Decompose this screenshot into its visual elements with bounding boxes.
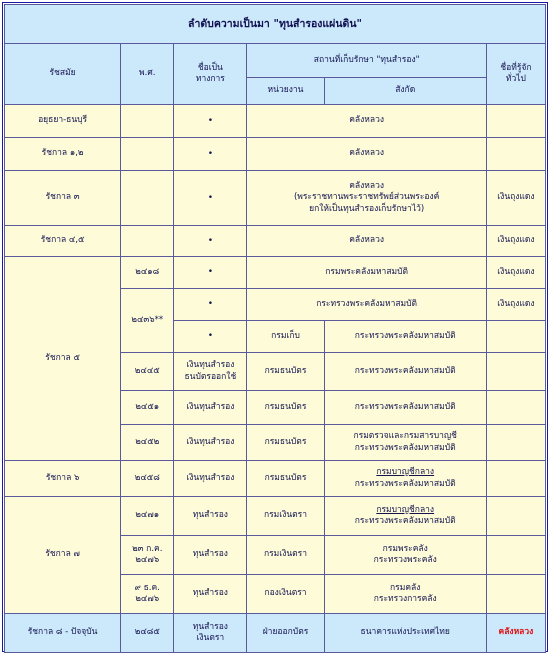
table-row — [5, 461, 545, 496]
official-line: เงินทุนสำรอง — [186, 360, 235, 371]
common-cell — [487, 391, 545, 424]
year-cell: ๒๔๓๖** — [121, 289, 173, 352]
unit-cell: ฝ่ายออกบัตร — [247, 614, 323, 652]
affiliation-cell — [325, 575, 486, 613]
header-common-name-line: ชื่อที่รู้จัก — [500, 62, 532, 73]
storage-line: ยกให้เป็นทุนสำรองเก็บรักษาไว้) — [309, 203, 425, 214]
affiliation-cell: กระทรวงพระคลังมหาสมบัติ — [325, 391, 486, 424]
unit-cell: กรมธนบัตร — [247, 353, 323, 390]
year-cell: ๒๔๕๒ — [121, 425, 173, 460]
official-bullet: • — [174, 105, 246, 137]
common-cell: เงินถุงแดง — [487, 289, 545, 320]
affiliation-line: กรมพระคลัง — [382, 543, 428, 554]
official-bullet: • — [174, 171, 246, 225]
table-row — [5, 257, 545, 288]
storage-line: (พระราชทานพระราชทรัพย์ส่วนพระองค์ — [293, 192, 440, 203]
unit-cell: กองเงินตรา — [247, 575, 323, 613]
affiliation-line: กรมตรวจและกรมสารบาญชี — [353, 431, 457, 442]
unit-cell: กรมเงินตรา — [247, 536, 323, 574]
year-line: ๙ ธ.ค. — [134, 582, 160, 593]
common-cell — [487, 575, 545, 613]
storage-cell — [247, 171, 485, 225]
common-cell — [487, 138, 545, 170]
official-line: ทุนสำรอง — [192, 621, 228, 632]
header-affiliation: สังกัด — [325, 78, 486, 104]
table-row — [5, 171, 545, 225]
common-cell — [487, 497, 545, 535]
year-cell — [121, 575, 173, 613]
common-cell — [487, 536, 545, 574]
official-bullet: • — [174, 257, 246, 288]
official-bullet: • — [174, 138, 246, 170]
reign-cell: รัชกาล ๖ — [5, 461, 120, 496]
header-official-name-line: ชื่อเป็น — [197, 62, 223, 73]
affiliation-line: กระทรวงพระคลังมหาสมบัติ — [354, 478, 456, 489]
title-row — [5, 5, 545, 43]
affiliation-cell — [325, 461, 486, 496]
affiliation-line: กระทรวงการคลัง — [373, 594, 437, 604]
header-reign: รัชสมัย — [5, 44, 120, 104]
common-cell: เงินถุงแดง — [487, 226, 545, 256]
storage-cell: คลังหลวง — [247, 226, 485, 256]
year-cell: ๒๔๕๘ — [121, 461, 173, 496]
reserve-history-table — [4, 4, 546, 653]
affiliation-cell — [325, 497, 486, 535]
affiliation-cell — [325, 536, 486, 574]
affiliation-line: กระทรวงพระคลัง — [373, 555, 437, 565]
common-cell — [487, 105, 545, 137]
reign-cell: รัชกาล ๗ — [5, 497, 120, 613]
header-year: พ.ศ. — [121, 44, 173, 104]
reign-cell: อยุธยา-ธนบุรี — [5, 105, 120, 137]
affiliation-cell: กระทรวงพระคลังมหาสมบัติ — [325, 353, 486, 390]
reign-cell: รัชกาล ๓ — [5, 171, 120, 225]
official-bullet: • — [174, 321, 246, 352]
table-row — [5, 105, 545, 137]
reign-cell: รัชกาล ๔,๕ — [5, 226, 120, 256]
official-cell: ทุนสำรอง — [174, 536, 246, 574]
year-cell — [121, 105, 173, 137]
year-line: ๒๓ ก.ค. — [132, 543, 163, 554]
header-row — [5, 44, 545, 77]
storage-cell: คลังหลวง — [247, 138, 485, 170]
affiliation-line: กระทรวงพระคลังมหาสมบัติ — [354, 442, 456, 453]
unit-cell: กรมธนบัตร — [247, 391, 323, 424]
storage-cell: คลังหลวง — [247, 105, 485, 137]
year-cell: ๒๔๗๑ — [121, 497, 173, 535]
storage-line: คลังหลวง — [349, 180, 385, 191]
header-common-name — [487, 44, 545, 104]
common-cell — [487, 614, 545, 652]
table-row — [5, 614, 545, 652]
common-cell — [487, 461, 545, 496]
reign-cell: รัชกาล ๘ - ปัจจุบัน — [5, 614, 120, 652]
year-cell — [121, 138, 173, 170]
header-official-name — [174, 44, 246, 104]
affiliation-line: กรมคลัง — [390, 582, 421, 593]
year-cell: ๒๔๕๑ — [121, 391, 173, 424]
unit-cell: กรมเก็บ — [247, 321, 323, 352]
official-cell: เงินทุนสำรอง — [174, 425, 246, 460]
header-unit: หน่วยงาน — [247, 78, 323, 104]
reign-cell: รัชกาล ๑,๒ — [5, 138, 120, 170]
storage-cell: กระทรวงพระคลังมหาสมบัติ — [247, 289, 485, 320]
header-storage: สถานที่เก็บรักษา "ทุนสำรอง" — [247, 44, 485, 77]
official-line: ธนบัตรออกใช้ — [184, 371, 237, 382]
official-line: เงินตรา — [196, 633, 225, 643]
year-cell — [121, 171, 173, 225]
common-name-highlight: คลังหลวง — [498, 627, 534, 638]
year-cell: ๒๔๑๘ — [121, 257, 173, 288]
common-cell: เงินถุงแดง — [487, 257, 545, 288]
header-official-name-line: ทางการ — [195, 74, 225, 84]
official-cell — [174, 353, 246, 390]
affiliation-cell: ธนาคารแห่งประเทศไทย — [325, 614, 486, 652]
year-cell: ๒๔๔๕ — [121, 353, 173, 390]
unit-cell: กรมธนบัตร — [247, 461, 323, 496]
official-bullet: • — [174, 289, 246, 320]
table-row — [5, 497, 545, 535]
affiliation-cell — [325, 425, 486, 460]
affiliation-cell: กระทรวงพระคลังมหาสมบัติ — [325, 321, 486, 352]
year-cell — [121, 536, 173, 574]
affiliation-line: กรมบาญชีกลาง — [376, 467, 435, 478]
official-cell — [174, 614, 246, 652]
unit-cell: กรมธนบัตร — [247, 425, 323, 460]
header-common-name-line: ทั่วไป — [505, 74, 526, 84]
year-cell — [121, 226, 173, 256]
affiliation-line: กรมบาญชีกลาง — [376, 504, 435, 515]
official-cell: เงินทุนสำรอง — [174, 391, 246, 424]
common-cell — [487, 353, 545, 390]
affiliation-line: กระทรวงพระคลังมหาสมบัติ — [354, 516, 456, 526]
year-line: ๒๔๗๖ — [135, 594, 160, 604]
table-title: ลำดับความเป็นมา "ทุนสำรองแผ่นดิน" — [5, 5, 545, 43]
official-cell: เงินทุนสำรอง — [174, 461, 246, 496]
unit-cell: กรมเงินตรา — [247, 497, 323, 535]
year-line: ๒๔๗๖ — [135, 555, 160, 565]
year-cell: ๒๔๘๕ — [121, 614, 173, 652]
common-cell: เงินถุงแดง — [487, 171, 545, 225]
reign-cell: รัชกาล ๕ — [5, 257, 120, 460]
table-row — [5, 138, 545, 170]
table-row — [5, 226, 545, 256]
common-cell — [487, 321, 545, 352]
storage-cell: กรมพระคลังมหาสมบัติ — [247, 257, 485, 288]
official-cell: ทุนสำรอง — [174, 497, 246, 535]
official-bullet: • — [174, 226, 246, 256]
official-cell: ทุนสำรอง — [174, 575, 246, 613]
common-cell — [487, 425, 545, 460]
